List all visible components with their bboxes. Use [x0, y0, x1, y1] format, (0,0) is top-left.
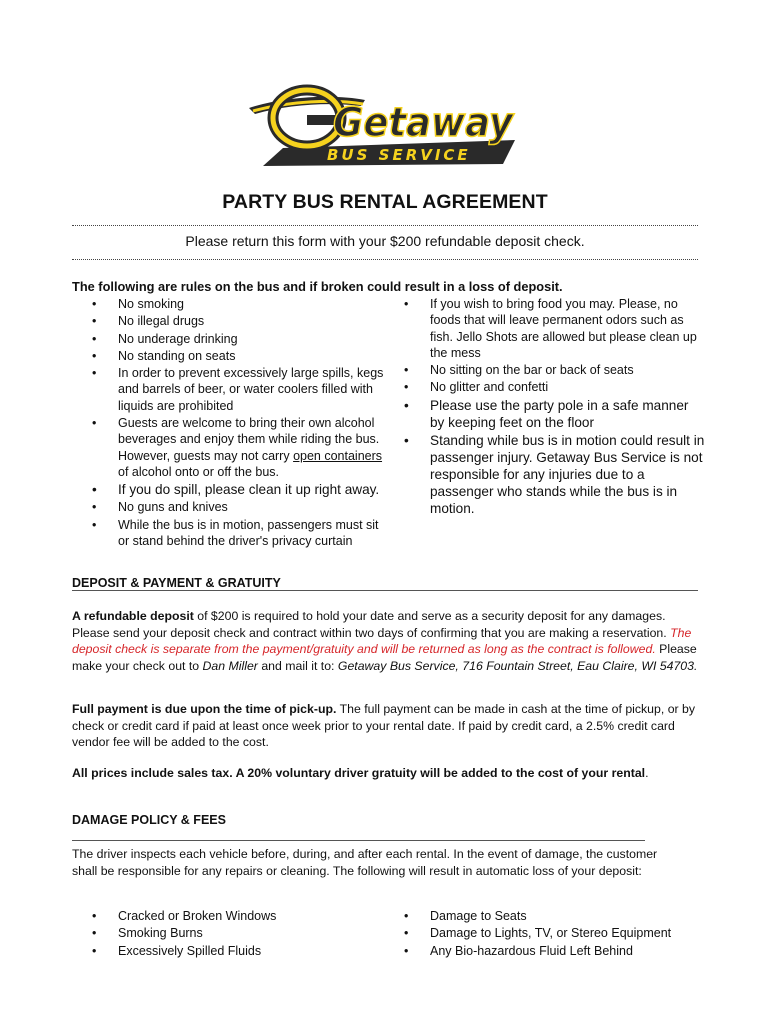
list-item: • In order to prevent excessively large spills, kegs and barrels of beer, or water coolers filled with liquids are prohibited	[72, 365, 392, 414]
damage-intro: The driver inspects each vehicle before, during, and after each rental. In the event of damage, the customer shall be responsible for any repairs or cleaning. The following will result in automatic loss of your deposit:	[72, 847, 658, 878]
page-subtitle: Please return this form with your $200 refundable deposit check.	[185, 233, 585, 249]
logo-wordmark: Getaway	[333, 100, 515, 146]
gratuity-paragraph: All prices include sales tax. A 20% voluntary driver gratuity will be added to the cost of your rental.	[72, 766, 649, 780]
list-item: • If you wish to bring food you may. Please, no foods that will leave permanent odors such as fish. Jello Shots are allowed but please clean up the mess	[384, 296, 706, 361]
list-item: • Standing while bus is in motion could result in passenger injury. Getaway Bus Service is not responsible for any injuries due to a passenger who stands while the bus is in motion.	[384, 432, 706, 517]
list-item: • Please use the party pole in a safe manner by keeping feet on the floor	[384, 397, 706, 431]
list-item: • Smoking Burns	[72, 925, 392, 941]
payment-paragraph: Full payment is due upon the time of pick-up. The full payment can be made in cash at the time of pickup, or by check or credit card if paid at least once week prior to your rental date. If paid by credit card, a 2.5% credit card vendor fee will be added to the cost.	[72, 702, 696, 749]
list-item: • No guns and knives	[72, 499, 392, 515]
list-item: • No glitter and confetti	[384, 379, 706, 395]
list-item: • Damage to Lights, TV, or Stereo Equipment	[384, 925, 714, 941]
list-item: • Cracked or Broken Windows	[72, 908, 392, 924]
logo-subtitle: BUS SERVICE	[327, 146, 471, 164]
section-rule	[72, 590, 698, 591]
getaway-logo	[245, 78, 530, 173]
list-item: • No sitting on the bar or back of seats	[384, 362, 706, 378]
rules-list-left	[72, 296, 392, 550]
rules-list-right	[384, 296, 706, 518]
deposit-paragraph: A refundable deposit of $200 is required to hold your date and serve as a security deposit for any damages. Please send your deposit check and contract within two days of confirming that you are making a reservation. The deposit check is separate from the payment/gratuity and will be returned as long as the contract is followed. Please make your check out to Dan Miller and mail it to: Getaway Bus Service, 716 Fountain Street, Eau Claire, WI 54703.	[72, 609, 698, 673]
damage-list-right	[384, 908, 714, 960]
dotted-divider	[72, 225, 698, 226]
list-item: • Any Bio-hazardous Fluid Left Behind	[384, 943, 714, 959]
page-title: PARTY BUS RENTAL AGREEMENT	[222, 191, 548, 213]
list-item: • Excessively Spilled Fluids	[72, 943, 392, 959]
list-item: • No underage drinking	[72, 331, 392, 347]
deposit-heading: DEPOSIT & PAYMENT & GRATUITY	[72, 576, 281, 590]
section-rule	[72, 840, 645, 841]
list-item: • No illegal drugs	[72, 313, 392, 329]
rules-heading: The following are rules on the bus and if broken could result in a loss of deposit.	[72, 279, 563, 294]
list-item: • Guests are welcome to bring their own alcohol beverages and enjoy them while riding the bus. However, guests may not carry open containers of alcohol onto or off the bus.	[72, 415, 392, 480]
list-item: • Damage to Seats	[384, 908, 714, 924]
list-item: • No smoking	[72, 296, 392, 312]
dotted-divider	[72, 259, 698, 260]
damage-heading: DAMAGE POLICY & FEES	[72, 813, 226, 827]
list-item: • No standing on seats	[72, 348, 392, 364]
damage-list-left	[72, 908, 392, 960]
list-item: • While the bus is in motion, passengers must sit or stand behind the driver's privacy curtain	[72, 517, 392, 550]
list-item: • If you do spill, please clean it up right away.	[72, 481, 392, 498]
